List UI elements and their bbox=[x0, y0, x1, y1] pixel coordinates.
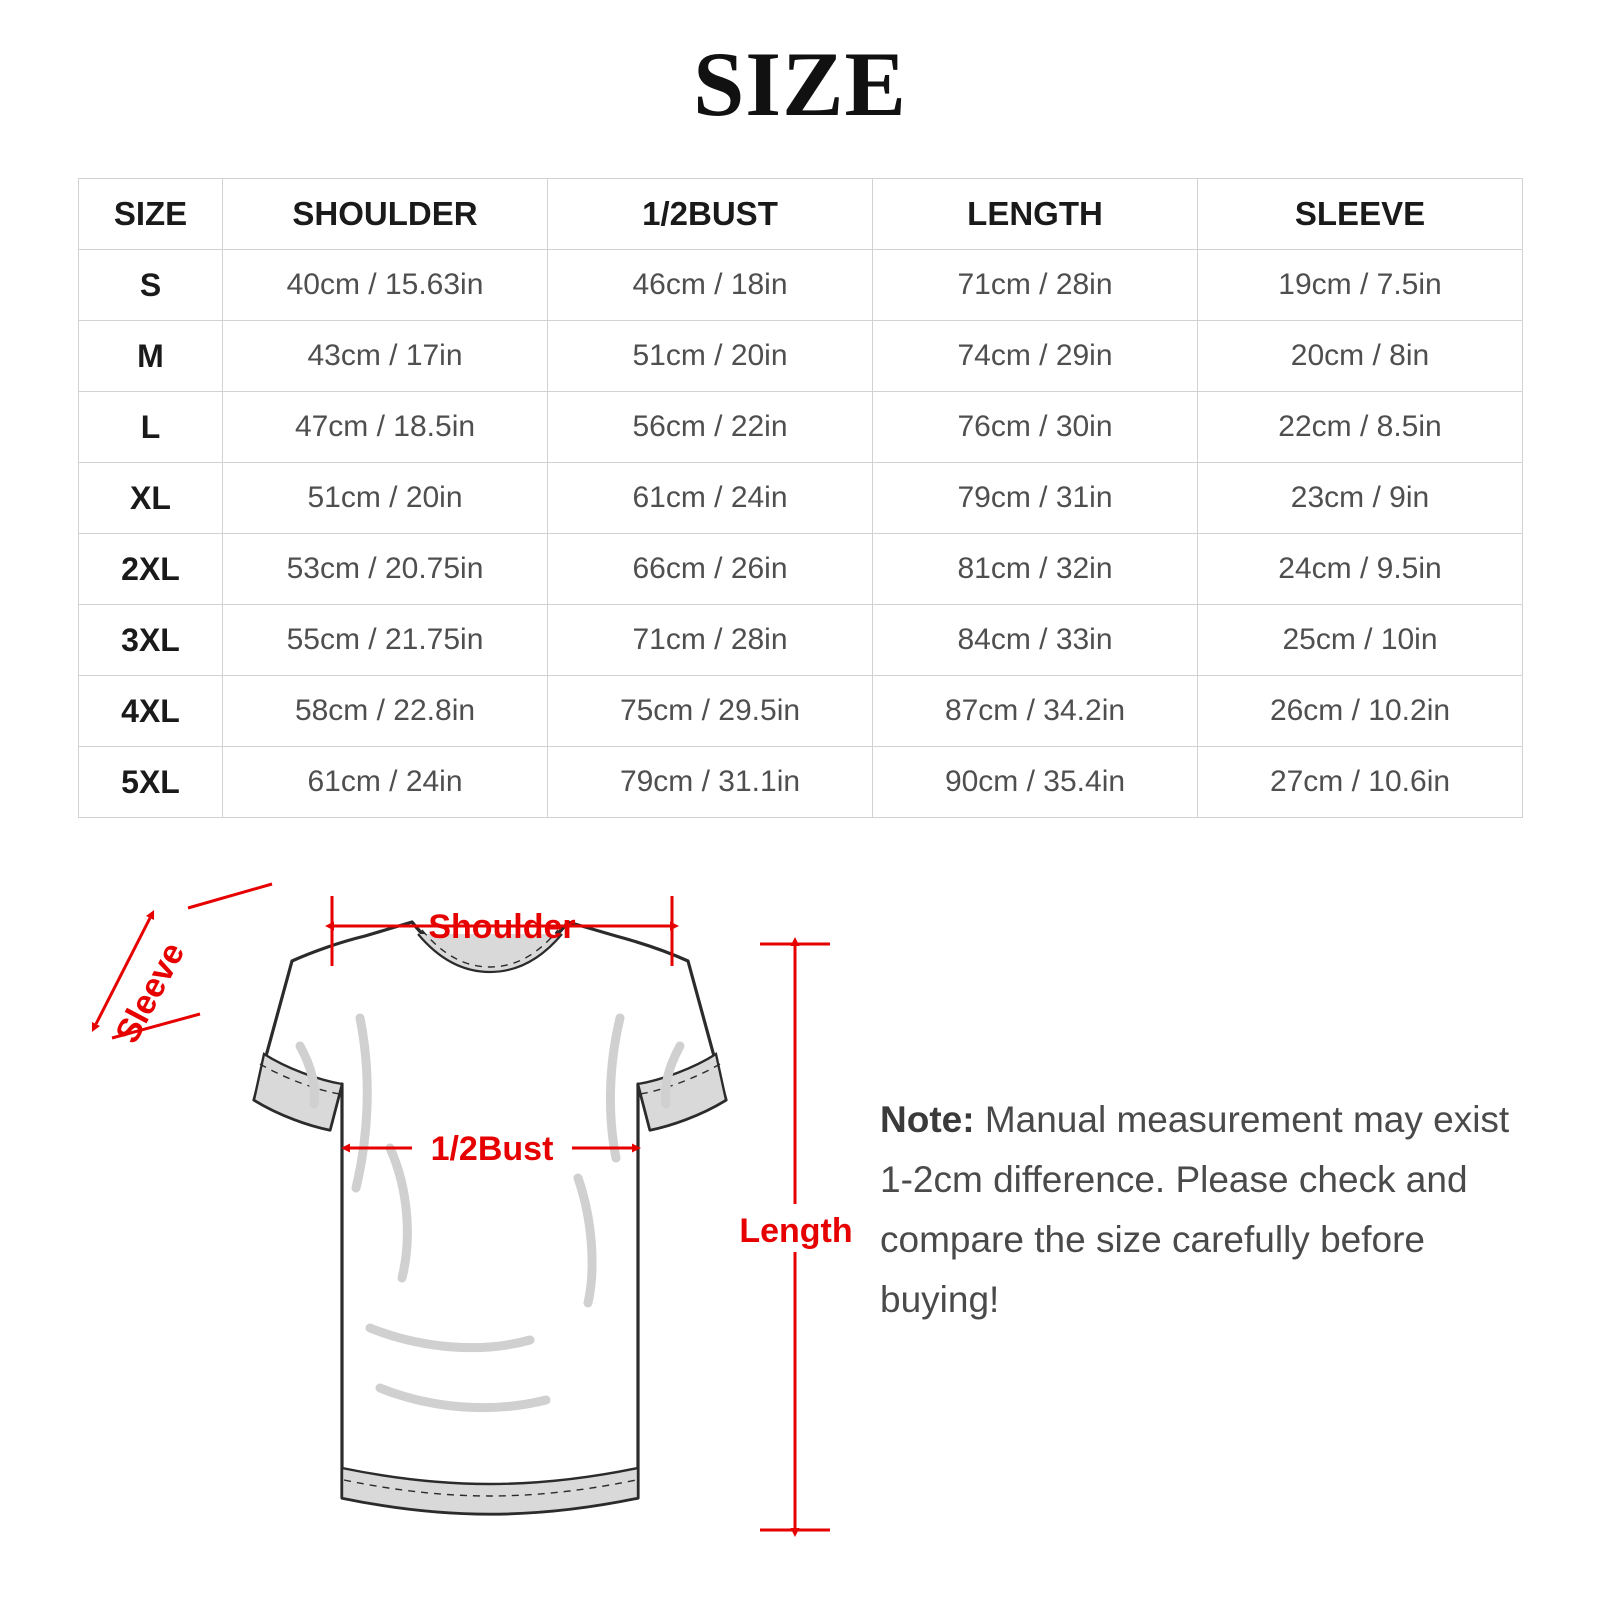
label-sleeve: Sleeve bbox=[108, 936, 193, 1050]
cell-shoulder: 40cm / 15.63in bbox=[223, 250, 548, 321]
column-header-shoulder: SHOULDER bbox=[223, 179, 548, 250]
size-chart-table bbox=[78, 178, 1523, 818]
table-row bbox=[79, 676, 1523, 747]
table-row bbox=[79, 747, 1523, 818]
cell-half-bust: 51cm / 20in bbox=[548, 321, 873, 392]
cell-length: 81cm / 32in bbox=[873, 534, 1198, 605]
label-length: Length bbox=[739, 1212, 853, 1250]
cell-half-bust: 46cm / 18in bbox=[548, 250, 873, 321]
column-header-sleeve: SLEEVE bbox=[1198, 179, 1523, 250]
table-row bbox=[79, 534, 1523, 605]
cell-half-bust: 79cm / 31.1in bbox=[548, 747, 873, 818]
cell-size: 4XL bbox=[79, 676, 223, 747]
cell-sleeve: 26cm / 10.2in bbox=[1198, 676, 1523, 747]
cell-size: 5XL bbox=[79, 747, 223, 818]
cell-length: 71cm / 28in bbox=[873, 250, 1198, 321]
cell-sleeve: 27cm / 10.6in bbox=[1198, 747, 1523, 818]
cell-half-bust: 71cm / 28in bbox=[548, 605, 873, 676]
column-header-length: LENGTH bbox=[873, 179, 1198, 250]
cell-length: 79cm / 31in bbox=[873, 463, 1198, 534]
table-row bbox=[79, 392, 1523, 463]
column-header-size: SIZE bbox=[79, 179, 223, 250]
note-text bbox=[880, 1090, 1540, 1330]
cell-length: 74cm / 29in bbox=[873, 321, 1198, 392]
column-header-half-bust: 1/2BUST bbox=[548, 179, 873, 250]
cell-sleeve: 19cm / 7.5in bbox=[1198, 250, 1523, 321]
tshirt-illustration bbox=[254, 922, 726, 1514]
cell-half-bust: 75cm / 29.5in bbox=[548, 676, 873, 747]
cell-size: L bbox=[79, 392, 223, 463]
cell-sleeve: 23cm / 9in bbox=[1198, 463, 1523, 534]
cell-half-bust: 66cm / 26in bbox=[548, 534, 873, 605]
cell-length: 90cm / 35.4in bbox=[873, 747, 1198, 818]
cell-length: 87cm / 34.2in bbox=[873, 676, 1198, 747]
cell-sleeve: 24cm / 9.5in bbox=[1198, 534, 1523, 605]
cell-size: M bbox=[79, 321, 223, 392]
cell-sleeve: 22cm / 8.5in bbox=[1198, 392, 1523, 463]
label-shoulder: Shoulder bbox=[428, 908, 576, 946]
cell-length: 84cm / 33in bbox=[873, 605, 1198, 676]
cell-size: 3XL bbox=[79, 605, 223, 676]
page-title: SIZE bbox=[693, 33, 907, 135]
note-body: Manual measurement may exist 1-2cm difference. Please check and compare the size carefully before buying! bbox=[880, 1099, 1510, 1320]
table-row bbox=[79, 321, 1523, 392]
note-label: Note: bbox=[880, 1099, 975, 1140]
table-row bbox=[79, 463, 1523, 534]
cell-shoulder: 55cm / 21.75in bbox=[223, 605, 548, 676]
cell-sleeve: 20cm / 8in bbox=[1198, 321, 1523, 392]
cell-half-bust: 56cm / 22in bbox=[548, 392, 873, 463]
cell-size: XL bbox=[79, 463, 223, 534]
label-half-bust: 1/2Bust bbox=[430, 1130, 554, 1168]
table-header-row bbox=[79, 179, 1523, 250]
cell-shoulder: 53cm / 20.75in bbox=[223, 534, 548, 605]
cell-sleeve: 25cm / 10in bbox=[1198, 605, 1523, 676]
cell-shoulder: 51cm / 20in bbox=[223, 463, 548, 534]
cell-half-bust: 61cm / 24in bbox=[548, 463, 873, 534]
cell-shoulder: 47cm / 18.5in bbox=[223, 392, 548, 463]
cell-size: S bbox=[79, 250, 223, 321]
cell-shoulder: 43cm / 17in bbox=[223, 321, 548, 392]
table-row bbox=[79, 605, 1523, 676]
cell-length: 76cm / 30in bbox=[873, 392, 1198, 463]
cell-shoulder: 58cm / 22.8in bbox=[223, 676, 548, 747]
cell-size: 2XL bbox=[79, 534, 223, 605]
measurement-diagram bbox=[60, 848, 860, 1578]
cell-shoulder: 61cm / 24in bbox=[223, 747, 548, 818]
table-row bbox=[79, 250, 1523, 321]
